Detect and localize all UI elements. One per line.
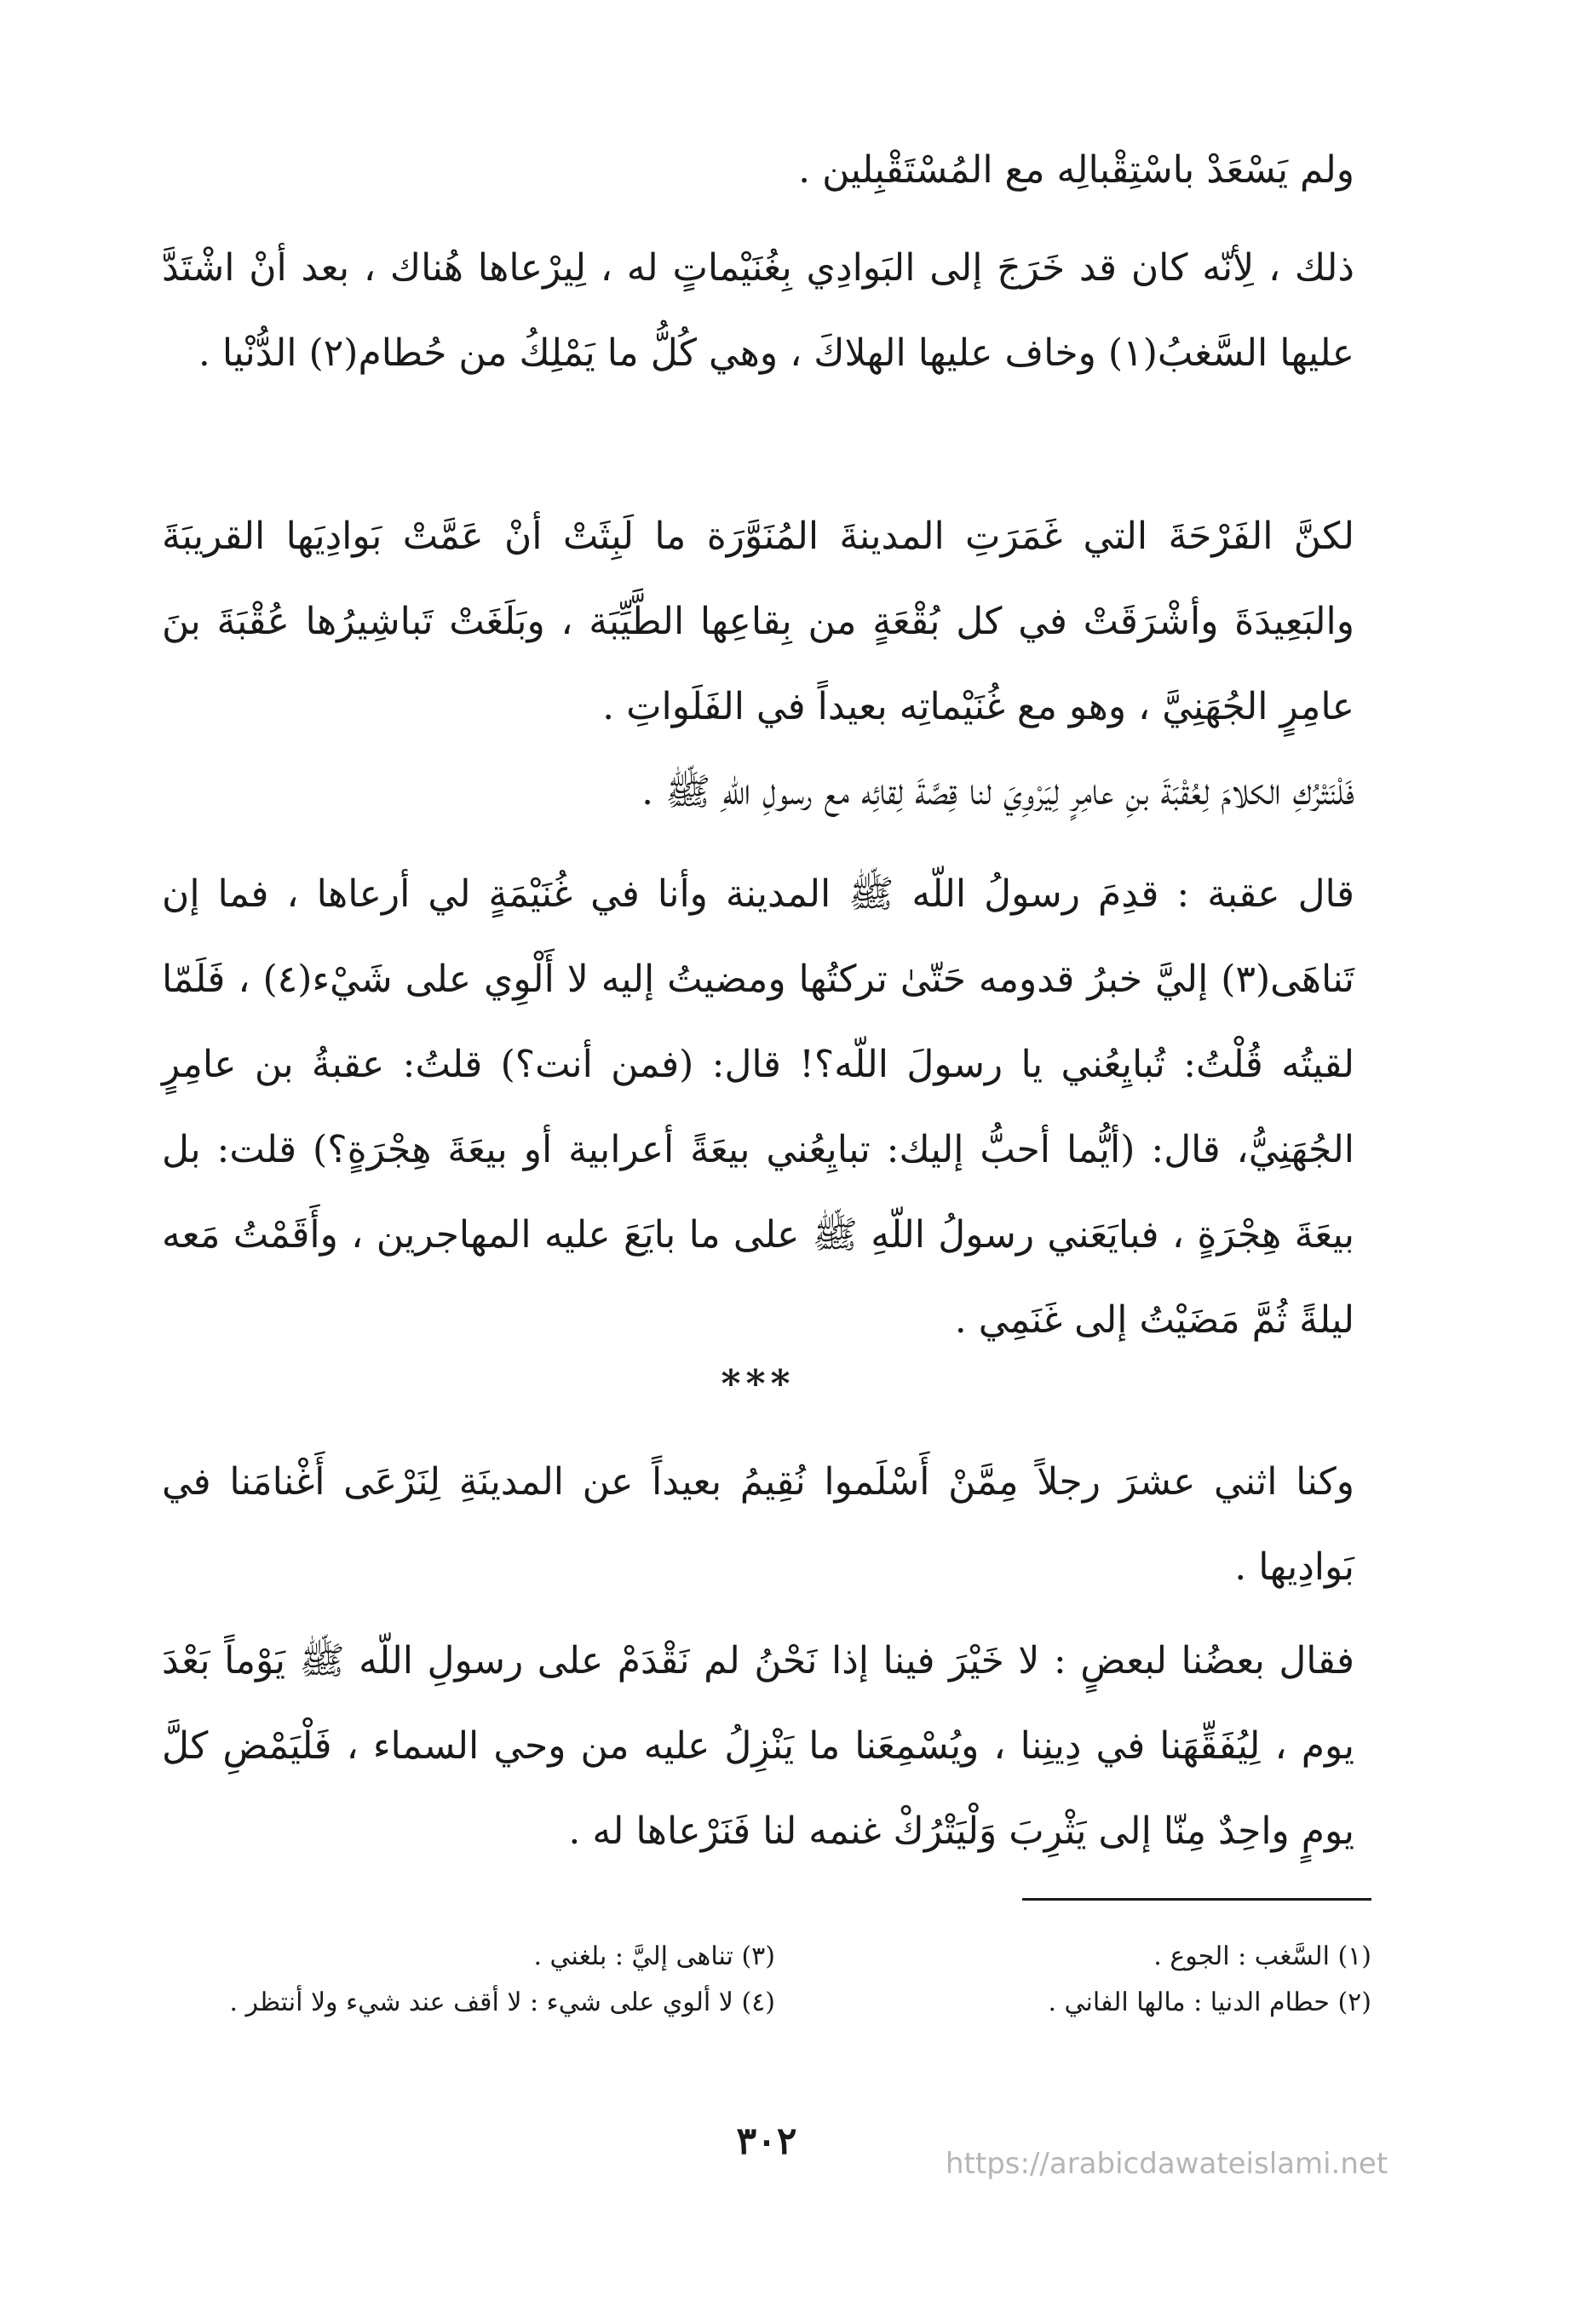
footnote-3: (٣) تناهى إليَّ : بلغني . bbox=[533, 1941, 775, 1971]
footnotes bbox=[162, 1934, 1371, 2026]
page-number: ٣٠٢ bbox=[736, 2120, 797, 2163]
paragraph-1: ولم يَسْعَدْ باسْتِقْبالِه مع المُسْتَقْبِلين . bbox=[798, 148, 1354, 192]
section-separator: *** bbox=[721, 1362, 796, 1406]
footnotes-column-left bbox=[162, 1934, 775, 2026]
footnote-1: (١) السَّغب : الجوع . bbox=[1153, 1941, 1371, 1971]
paragraph-5: قال عقبة : قدِمَ رسولُ اللّه ﷺ المدينة وأنا في غُنَيْمَةٍ لي أرعاها ، فما إن تَناهَى(٣) إليَّ خبرُ قدومه حَتّىٰ تركتُها ومضيتُ إليه لا أَلْوِي على شَيْء(٤) ، فَلَمّا لقيتُه قُلْتُ: تُبايِعُني يا رسولَ اللّه؟! قال: (فمن أنت؟) قلتُ: عقبةُ بن عامِرٍ الجُهَنِيُّ، قال: (أيُّما أحبُّ إليك: تبايِعُني بيعَةً أعرابية أو بيعَةَ هِجْرَةٍ؟) قلت: بل بيعَةَ هِجْرَةٍ ، فبايَعَني رسولُ اللّهِ ﷺ على ما بايَعَ عليه المهاجرين ، وأَقَمْتُ مَعه ليلةً ثُمَّ مَضَيْتُ إلى غَنَمِي . bbox=[162, 872, 1354, 1342]
footnote-divider bbox=[1022, 1898, 1371, 1901]
watermark-url: https://arabicdawateislami.net bbox=[946, 2147, 1388, 2181]
paragraph-4: فَلْنَتْرُكِ الكلامَ لِعُقْبَةَ بنِ عامِرٍ لِيَرْوِيَ لنا قِصَّةَ لِقائِه مع رسولِ اللّهِ ﷺ . bbox=[641, 770, 1354, 814]
paragraph-3: لكنَّ الفَرْحَةَ التي غَمَرَتِ المدينةَ المُنَوَّرَة ما لَبِثَتْ أنْ عَمَّتْ بَوادِيَها القريبَةَ والبَعِيدَةَ وأشْرَقَتْ في كل بُقْعَةٍ من بِقاعِها الطَّيِّبَة ، وبَلَغَتْ تَباشِيرُها عُقْبَةَ بنَ عامِرٍ الجُهَنِيَّ ، وهو مع غُنَيْماتِه بعيداً في الفَلَواتِ . bbox=[162, 515, 1354, 728]
paragraph-7: فقال بعضُنا لبعضٍ : لا خَيْرَ فينا إذا نَحْنُ لم نَقْدَمْ على رسولِ اللّه ﷺ يَوْماً بَعْدَ يوم ، لِيُفَقِّهَنا في دِينِنا ، ويُسْمِعَنا ما يَنْزِلُ عليه من وحي السماء ، فَلْيَمْضِ كلَّ يومٍ واحِدٌ مِنّا إلى يَثْرِبَ وَلْيَتْرُكْ غنمه لنا فَنَرْعاها له . bbox=[162, 1639, 1354, 1853]
footnote-2: (٢) حطام الدنيا : مالها الفاني . bbox=[1048, 1987, 1371, 2017]
footnotes-column-right bbox=[928, 1934, 1371, 2026]
footnote-4: (٤) لا ألوي على شيء : لا أقف عند شيء ولا أنتظر . bbox=[229, 1987, 775, 2017]
paragraph-2: ذلك ، لِأنّه كان قد خَرَجَ إلى البَوادِي بِغُنَيْماتٍ له ، لِيرْعاها هُناك ، بعد أنْ اشْتَدَّ عليها السَّغبُ(١) وخاف عليها الهلاكَ ، وهي كُلُّ ما يَمْلِكُ من حُطام(٢) الدُّنْيا . bbox=[162, 246, 1354, 375]
paragraph-6: وكنا اثني عشرَ رجلاً مِمَّنْ أَسْلَموا نُقِيمُ بعيداً عن المدينَةِ لِنَرْعَى أَغْنامَنا في بَوادِيها . bbox=[162, 1460, 1354, 1589]
